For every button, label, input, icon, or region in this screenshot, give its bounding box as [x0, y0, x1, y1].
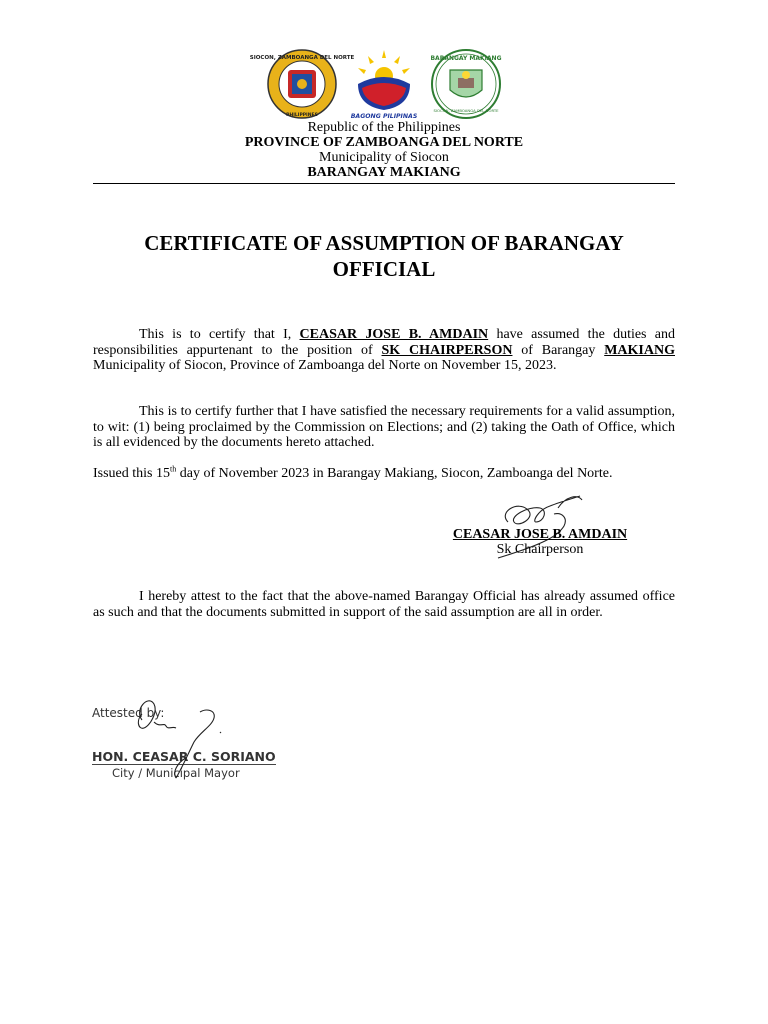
issued-text-b: day of November 2023 in Barangay Makiang, Siocon, Zamboanga del Norte.	[176, 466, 613, 481]
mayor-signature	[120, 692, 230, 782]
attested-label: Attested by:	[92, 706, 165, 720]
issued-superscript: th	[170, 464, 177, 474]
attestation-paragraph: I hereby attest to the fact that the above-named Barangay Official has already assumed office as such and that the documents submitted in support of the said assumption are all in order.	[93, 589, 675, 620]
document-title: CERTIFICATE OF ASSUMPTION OF BARANGAY OFFICIAL	[144, 231, 624, 281]
para1-text-a: This is to certify that I,	[139, 327, 300, 342]
republic-line: Republic of the Philippines	[307, 120, 461, 135]
siocon-seal	[249, 48, 355, 120]
certification-paragraph	[93, 327, 675, 374]
issued-line	[93, 466, 675, 482]
province-line: PROVINCE OF ZAMBOANGA DEL NORTE	[244, 135, 524, 150]
para1-text-d: Municipality of Siocon, Province of Zamboanga del Norte on November 15, 2023.	[93, 358, 557, 373]
mayor-title: City / Municipal Mayor	[112, 766, 240, 780]
header-divider	[93, 183, 675, 184]
mayor-name: HON. CEASAR C. SORIANO	[92, 749, 276, 764]
barangay-name: MAKIANG	[604, 342, 675, 358]
letterhead	[0, 120, 768, 180]
bagong-pilipinas-logo	[348, 48, 420, 120]
issued-text-a: Issued this 15	[93, 466, 170, 481]
barangay-makiang-seal	[430, 48, 502, 120]
official-position: SK CHAIRPERSON	[381, 342, 513, 358]
signatory-name: CEASAR JOSE B. AMDAIN	[452, 527, 628, 542]
siocon-seal-text: SIOCON, ZAMBOANGA DEL NORTE	[249, 55, 355, 61]
signatory-block	[440, 527, 640, 557]
official-name: CEASAR JOSE B. AMDAIN	[299, 327, 489, 342]
bagong-pilipinas-text: BAGONG PILIPINAS	[350, 113, 418, 120]
barangay-seal-bottom-text: SIOCON, ZAMBOANGA DEL NORTE	[433, 108, 499, 113]
requirements-paragraph: This is to certify further that I have satisfied the necessary requirements for a valid assumption, to wit: (1) being proclaimed by the Commission on Elections; and (2) taking the Oath of Office, which is all evidenced by the documents hereto attached.	[93, 404, 675, 450]
municipality-line: Municipality of Siocon	[319, 150, 449, 165]
para1-text-b: have assumed the duties and responsibilities appurtenant to the position of	[93, 327, 676, 358]
signatory-position: Sk Chairperson	[496, 542, 584, 557]
header-logos	[0, 48, 768, 120]
siocon-seal-bottom-text: PHILIPPINES	[286, 113, 318, 118]
para1-text-c: of Barangay	[512, 342, 605, 358]
barangay-seal-text: BARANGAY MAKIANG	[430, 55, 502, 62]
barangay-line: BARANGAY MAKIANG	[307, 165, 461, 180]
